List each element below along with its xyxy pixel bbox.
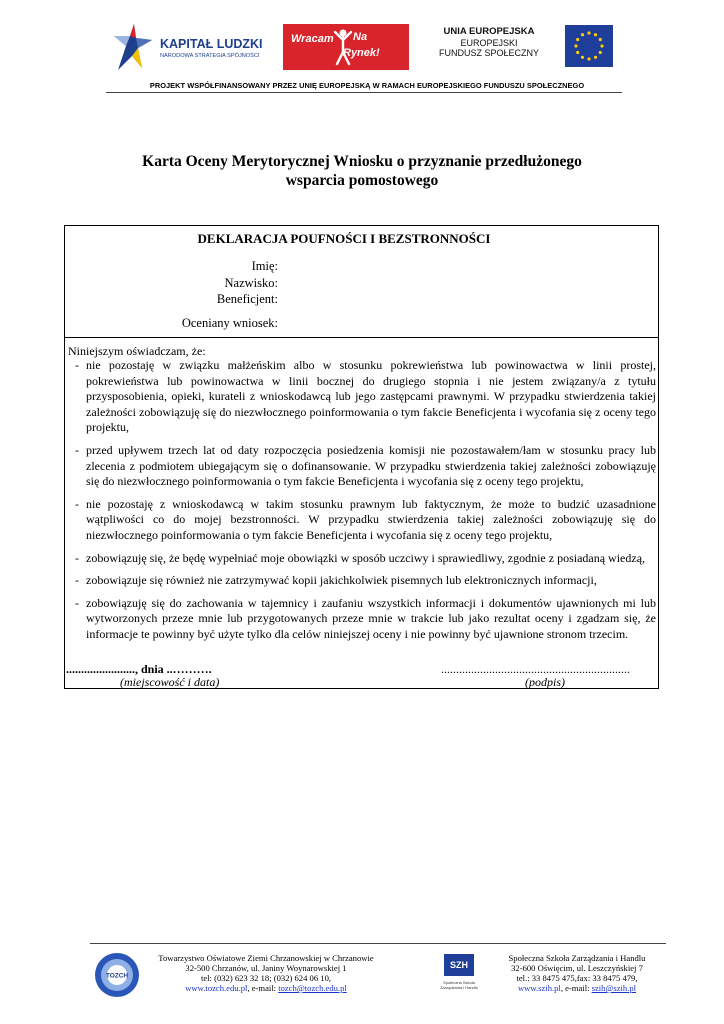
footer-left-www-link[interactable]: www.tozch.edu.pl [185, 983, 248, 993]
eu-flag-icon [565, 25, 613, 67]
footer-right-line-1: Społeczna Szkoła Zarządzania i Handlu [508, 953, 646, 963]
document-title [80, 152, 644, 190]
clause-text: zobowiązuję się do zachowania w tajemnicy i zaufaniu wszystkich informacji i dokumentów ujawnionych mi lub wytworzonych przeze mnie lub przygotowanych przeze mnie w trakcie lub jako rezultat oceny i zgadzam się, że informacje te powinny być użyte tylko dla celów niniejszej oceny i nie powinny być ujawnione stronom trzecim. [86, 595, 656, 641]
footer-right-www-link[interactable]: www.szih.pl [517, 983, 561, 993]
label-oceniany-wniosek: Oceniany wniosek: [181, 316, 278, 330]
clause-text: nie pozostaję w związku małżeńskim albo w stosunku pokrewieństwa lub powinowactwa w linii prostej, pokrewieństwa lub powinowactwa w linii bocznej do drugiego stopnia i nie jestem związany/a z tytułu przysposobienia, opieki, kurateli z wnioskodawcą lub jego zastępcami prawnymi. W przypadku stwierdzenia takiej zależności zobowiązuję się do niezwłocznego poinformowania o tym fakcie Beneficjenta i wycofania się z oceny tego projektu, [86, 358, 656, 435]
label-nazwisko: Nazwisko: [224, 276, 278, 290]
rynek-text: Rynek! [343, 47, 380, 59]
clause-dash: - [75, 496, 79, 511]
footer-left-line-1: Towarzystwo Oświatowe Ziemi Chrzanowskiej w Chrzanowie [158, 953, 374, 963]
footer-left-line-2: 32-500 Chrzanów, ul. Janiny Woynarowskiej 1 [185, 963, 347, 973]
clause-text: zobowiązuje się również nie zatrzymywać kopii jakichkolwiek pisemnych lub elektronicznych informacji, [86, 573, 597, 588]
eu-fund-text [420, 27, 558, 59]
footer-right-email-link[interactable]: szih@szih.pl [591, 983, 637, 993]
wracam-na-rynek-logo [283, 24, 409, 70]
signature-caption: (podpis) [525, 675, 565, 689]
eu-line-3: FUNDUSZ SPOŁECZNY [438, 48, 539, 58]
clause-item [68, 573, 656, 589]
clause-item [68, 596, 656, 643]
clause-text: nie pozostaję z wnioskodawcą w takim stosunku prawnym lub faktycznym, że może to budzić uzasadnione wątpliwości co do mojej bezstronności. W przypadku stwierdzenia takiej zależności zobowiązuję się do niezwłocznego poinformowania o tym fakcie Beneficjenta i wycofania się z oceny tego projektu, [86, 496, 656, 542]
declaration-box-divider [64, 337, 659, 338]
document-title-line-1: Karta Oceny Merytorycznej Wniosku o przyznanie przedłużonego [142, 153, 582, 170]
footer-left-email-link[interactable]: tozch@tozch.edu.pl [278, 983, 347, 993]
project-cofinancing-bar: PROJEKT WSPÓŁFINANSOWANY PRZEZ UNIĘ EUROPEJSKĄ W RAMACH EUROPEJSKIEGO FUNDUSZU SPOŁECZNEGO [149, 81, 585, 90]
tozch-seal-icon [94, 952, 140, 998]
header-divider [106, 92, 622, 93]
clause-text: zobowiązuję się, że będę wypełniać moje obowiązki w sposób uczciwy i sprawiedliwy, zgodnie z posiadaną wiedzą, [86, 550, 646, 565]
clause-item [68, 497, 656, 544]
footer-left-address [150, 953, 382, 993]
footer-divider [90, 943, 666, 944]
footer-left-line-4 [150, 983, 382, 993]
kapital-ludzki-logo [112, 24, 264, 70]
declaration-clauses [68, 358, 656, 650]
footer-right-line-3: tel.: 33 8475 475,fax: 33 8475 479, [516, 973, 638, 983]
footer-right-line-4 [492, 983, 662, 993]
footer-left-email-label: , e-mail: [247, 983, 279, 993]
clause-dash: - [75, 573, 79, 588]
kapital-ludzki-subtitle: NARODOWA STRATEGIA SPÓJNOŚCI [160, 53, 260, 59]
footer-left-line-3: tel: (032) 623 32 18; (032) 624 06 10, [200, 973, 332, 983]
clause-item [68, 443, 656, 490]
footer-right-line-2: 32-600 Oświęcim, ul. Leszczyńskiej 7 [511, 963, 643, 973]
clause-item [68, 551, 656, 567]
label-beneficjent: Beneficjent: [216, 292, 278, 306]
declaration-title: DEKLARACJA POUFNOŚCI I BEZSTRONNOŚCI [197, 231, 491, 246]
kapital-ludzki-star-icon [112, 24, 154, 70]
footer-right-address [492, 953, 662, 993]
kapital-ludzki-title: KAPITAŁ LUDZKI [160, 37, 263, 51]
szh-logo-subtitle: Społeczna Szkoła Zarządzania i Handlu [440, 980, 478, 990]
clause-dash: - [75, 595, 79, 610]
clause-dash: - [75, 358, 79, 372]
footer-right-email-label: , e-mail: [560, 983, 592, 993]
declaration-intro: Niniejszym oświadczam, że: [68, 344, 206, 358]
clause-text: przed upływem trzech lat od daty rozpoczęcia posiedzenia komisji nie pozostawałem/łam w stosunku pracy lub zlecenia z podmiotem ubiegającym się o dofinansowanie. W przypadku stwierdzenia takiej zależności zobowiązuję się do niezwłocznego poinformowania o tym fakcie Beneficjenta i wycofania się z oceny tego projektu, [86, 442, 656, 489]
szh-logo [438, 952, 480, 996]
place-date-caption: (miejscowość i data) [120, 675, 220, 689]
document-title-line-2: wsparcia pomostowego [285, 172, 439, 189]
eu-line-2: EUROPEJSKI [460, 37, 518, 48]
wracam-text: Wracam [291, 33, 334, 45]
clause-dash: - [75, 442, 79, 457]
clause-dash: - [75, 550, 79, 565]
tozch-logo-text: TOZCH [105, 972, 129, 980]
szh-logo-mark: SZH [444, 954, 474, 976]
label-imie: Imię: [251, 259, 278, 273]
tozch-logo [94, 952, 140, 998]
signature-field: ............................................................... [441, 662, 630, 676]
na-text: Na [353, 31, 368, 43]
eu-line-1: UNIA EUROPEJSKA [443, 26, 535, 37]
place-date-field: ......................., dnia ..………. [66, 662, 212, 676]
clause-item [68, 358, 656, 436]
